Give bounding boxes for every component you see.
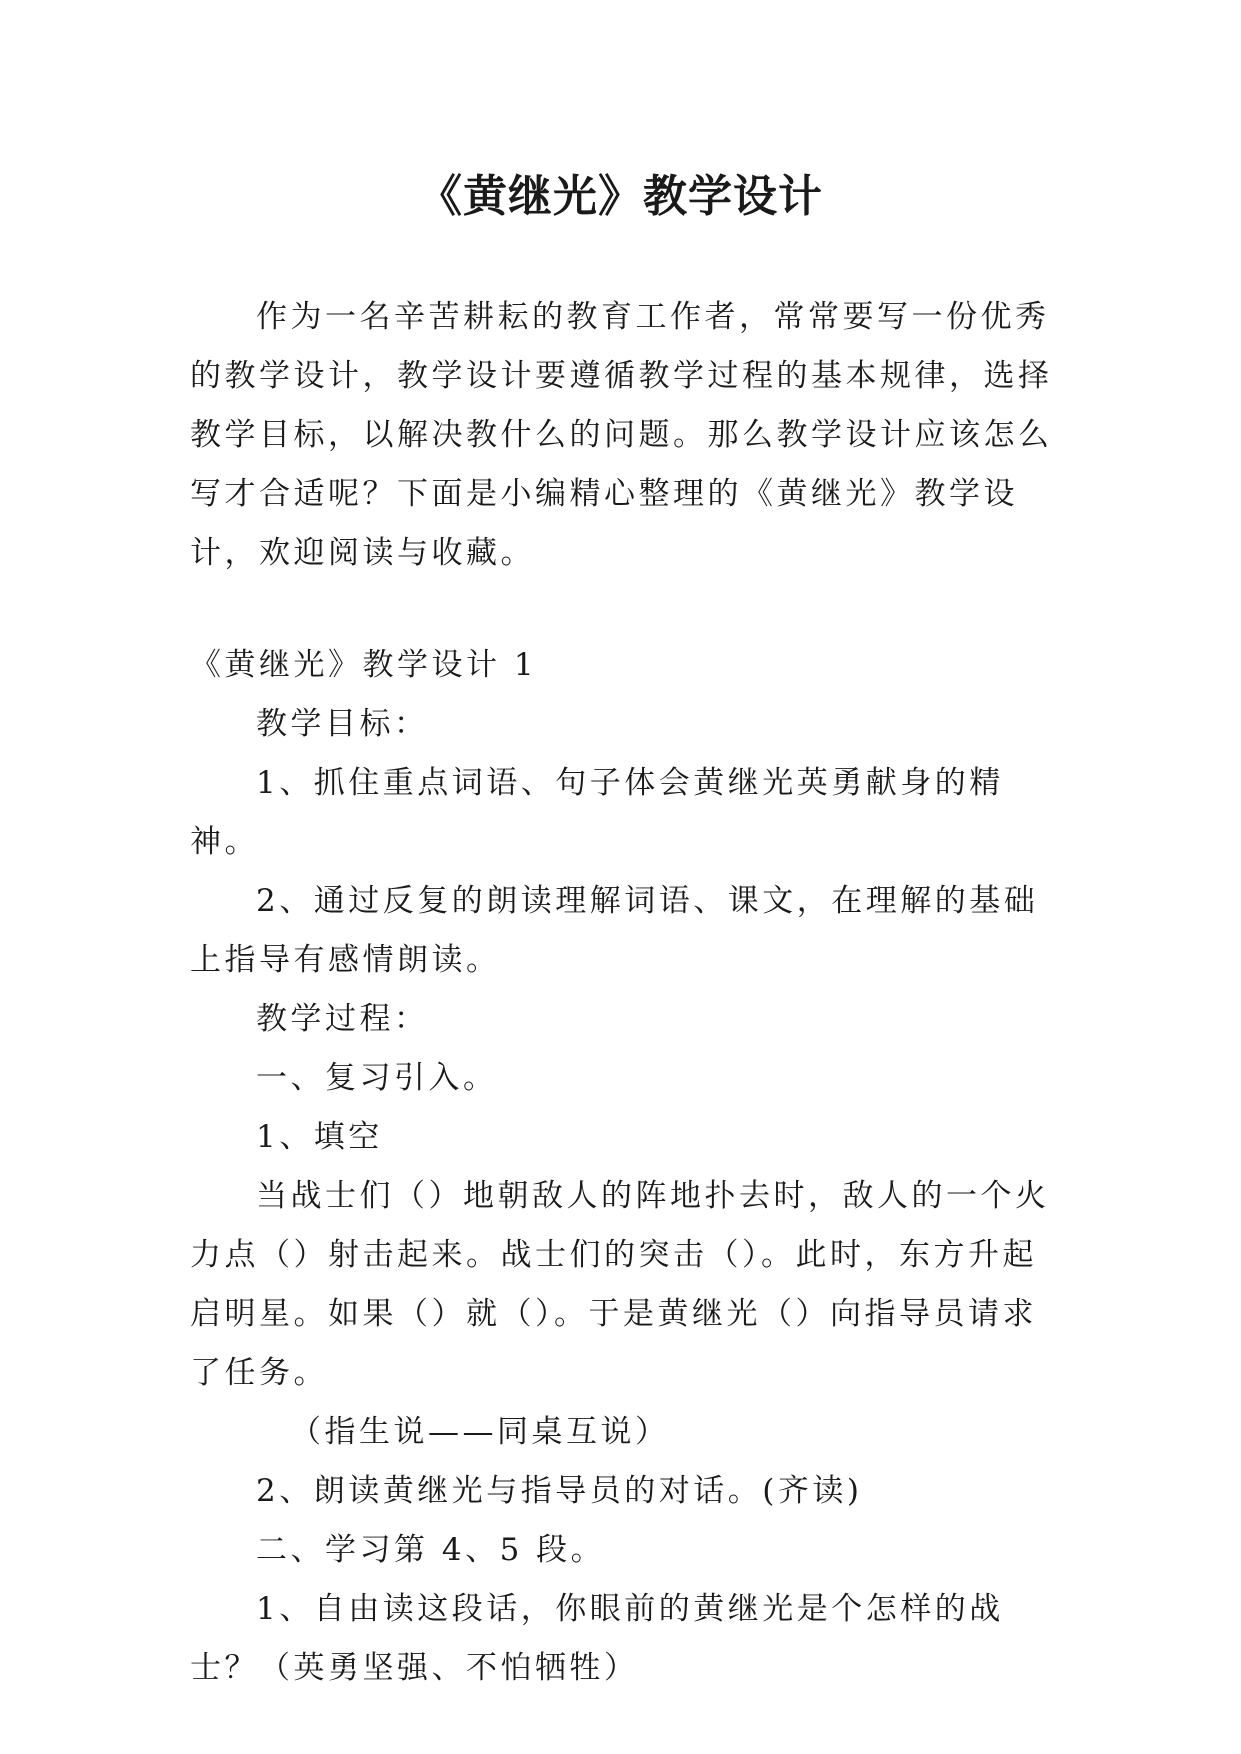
intro-paragraph: 作为一名辛苦耕耘的教育工作者，常常要写一份优秀的教学设计，教学设计要遵循教学过程的基本规律，选择教学目标，以解决教什么的问题。那么教学设计应该怎么写才合适呢？下面是小编精心整理的《黄继光》教学设计，欢迎阅读与收藏。 (190, 299, 1053, 571)
section-heading: 《黄继光》教学设计 1 (190, 647, 538, 683)
paragraph-free-read: 1、自由读这段话，你眼前的黄继光是个怎样的战士？（英勇坚强、不怕牺牲） (190, 1591, 1004, 1686)
paragraph-fill-blank-text: 当战士们（）地朝敌人的阵地扑去时，敌人的一个火力点（）射击起来。战士们的突击（）。此时，东方升起启明星。如果（）就（）。于是黄继光（）向指导员请求了任务。 (190, 1178, 1050, 1391)
paragraph-step-1: 一、复习引入。 (256, 1060, 498, 1096)
document-title: 《黄继光》教学设计 (418, 171, 823, 222)
paragraph-teaching-goals: 教学目标： (256, 706, 429, 742)
paragraph-step-2: 二、学习第 4、5 段。 (256, 1532, 606, 1568)
content-block (190, 636, 1070, 1698)
paragraph-fill-blank: 1、填空 (256, 1119, 383, 1155)
paragraph-read-dialogue: 2、朗读黄继光与指导员的对话。(齐读) (256, 1473, 863, 1509)
paragraph-goal-1: 1、抓住重点词语、句子体会黄继光英勇献身的精神。 (190, 765, 1004, 860)
paragraph-teaching-process: 教学过程： (256, 1001, 429, 1037)
paragraph-note: （指生说——同桌互说） (290, 1414, 670, 1450)
intro-block (190, 288, 1070, 583)
paragraph-goal-2: 2、通过反复的朗读理解词语、课文，在理解的基础上指导有感情朗读。 (190, 883, 1039, 978)
